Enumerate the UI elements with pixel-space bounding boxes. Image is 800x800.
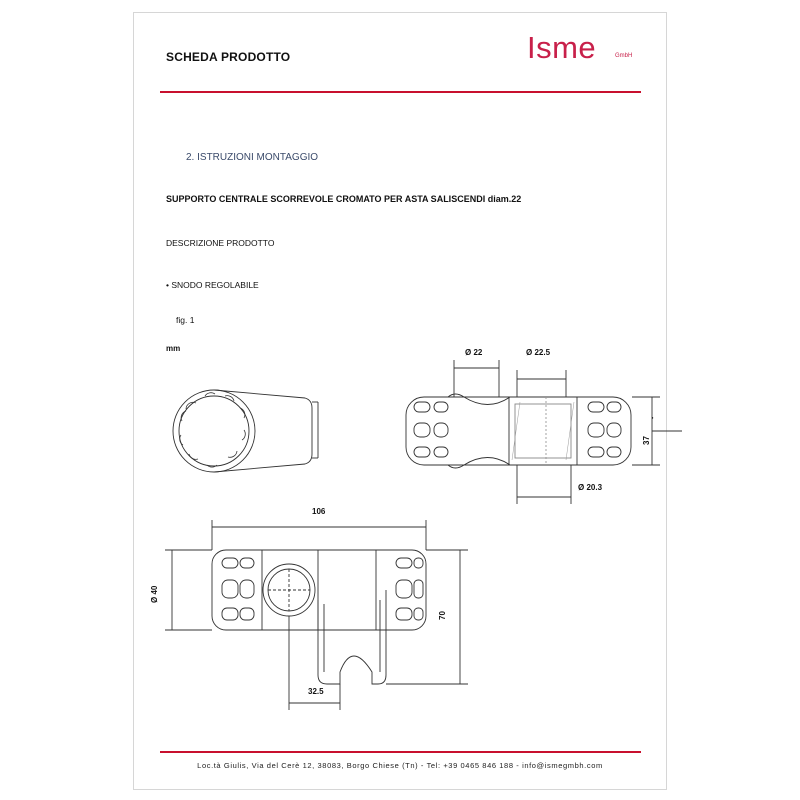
dim-d22: Ø 22: [465, 348, 483, 357]
figure-caption: fig. 1: [176, 315, 195, 325]
description-heading: DESCRIZIONE PRODOTTO: [166, 238, 275, 248]
dim-w32-5: 32.5: [308, 687, 324, 696]
footer-contact: Loc.tà Giulis, Via del Cerè 12, 38083, Borgo Chiese (Tn) - Tel: +39 0465 846 188 - info@ismegmbh.com: [197, 761, 603, 770]
product-title: SUPPORTO CENTRALE SCORREVOLE CROMATO PER ASTA SALISCENDI diam.22: [166, 194, 522, 204]
section-heading: 2. ISTRUZIONI MONTAGGIO: [186, 152, 319, 163]
doc-header-title: SCHEDA PRODOTTO: [166, 50, 291, 64]
side-view: [173, 390, 318, 472]
unit-label: mm: [166, 344, 181, 353]
top-view: [406, 360, 682, 504]
dim-d20-3: Ø 20.3: [578, 483, 603, 492]
isme-logo: Isme: [527, 30, 597, 65]
dim-d40: Ø 40: [150, 585, 159, 603]
footer-divider: [160, 751, 641, 753]
dim-d22-5: Ø 22.5: [526, 348, 551, 357]
dim-w106: 106: [312, 507, 326, 516]
feature-item: • SNODO REGOLABILE: [166, 280, 259, 290]
dim-h70: 70: [438, 611, 447, 620]
isme-logo-subtext: GmbH: [615, 53, 633, 59]
dimension-labels: [150, 348, 654, 696]
dim-h37: 37: [642, 436, 651, 445]
front-view: [165, 520, 468, 710]
stray-mark: ': [652, 416, 654, 425]
